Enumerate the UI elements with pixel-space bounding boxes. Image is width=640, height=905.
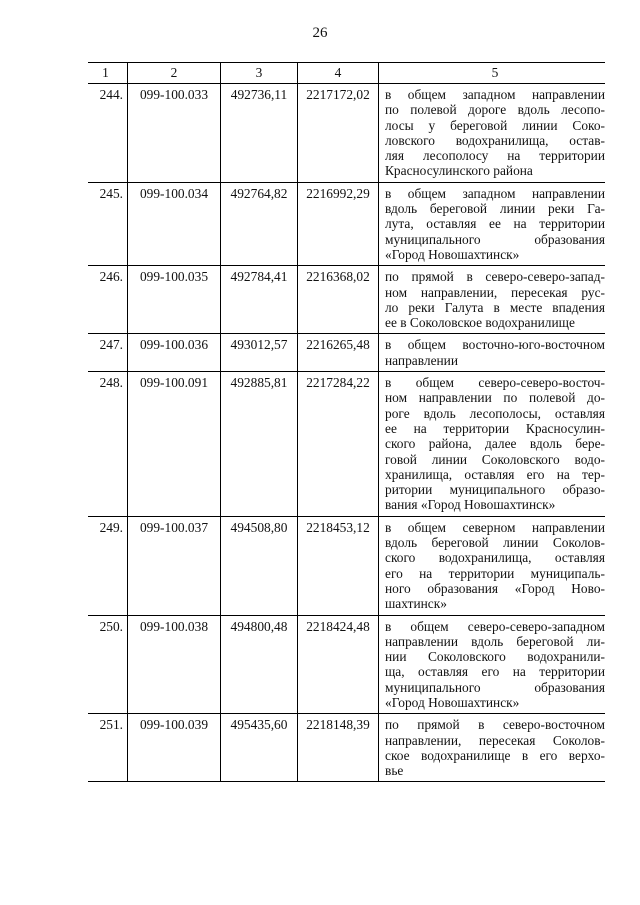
- table-row: [88, 182, 605, 265]
- description-line: в общем западном направлении: [385, 185, 605, 201]
- description-line: ща, оставляя его на территории: [385, 664, 605, 680]
- description-line: ское водохранилище в его верхо-: [385, 747, 605, 763]
- description-line: по прямой в северо-восточном: [385, 717, 605, 733]
- description-line: направлении, пересекая Соколов-: [385, 732, 605, 748]
- description-line: в общем восточно-юго-восточном: [385, 337, 605, 353]
- description-line: направлении вдоль береговой ли-: [385, 633, 605, 649]
- description-line: ловского водохранилища, остав-: [385, 132, 605, 148]
- table-row: [88, 372, 605, 517]
- description-line: говой линии Соколовского водо-: [385, 451, 605, 467]
- description-line: лута, оставляя ее на территории: [385, 216, 605, 232]
- description-line: по полевой дороге вдоль лесопо-: [385, 102, 605, 118]
- table-row: [88, 334, 605, 372]
- description-line: ло реки Галута в месте впадения: [385, 299, 605, 315]
- description-line: вье: [385, 763, 404, 779]
- coord-x: 492885,81: [221, 372, 298, 517]
- description-line: вания «Город Новошахтинск»: [385, 497, 556, 513]
- coord-y: 2216368,02: [298, 266, 379, 334]
- point-code: 099-100.037: [128, 516, 221, 615]
- table-header-row: [88, 63, 605, 84]
- description-line: муниципального образования: [385, 231, 605, 247]
- description-line: его на территории муниципаль-: [385, 565, 605, 581]
- description-line: ном направлении по полевой до-: [385, 390, 605, 406]
- description-line: Красносулинского района: [385, 163, 533, 179]
- coord-x: 493012,57: [221, 334, 298, 372]
- boundary-description: [379, 372, 606, 517]
- description-line: в общем северо-северо-восточ-: [385, 375, 605, 391]
- row-number: 245.: [88, 182, 128, 265]
- description-line: по прямой в северо-северо-запад-: [385, 269, 605, 285]
- row-number: 248.: [88, 372, 128, 517]
- description-line: в общем северном направлении: [385, 519, 605, 535]
- description-line: шахтинск»: [385, 596, 447, 612]
- table-row: [88, 266, 605, 334]
- header-col-1: 1: [88, 63, 128, 84]
- boundary-description: [379, 516, 606, 615]
- point-code: 099-100.033: [128, 84, 221, 183]
- point-code: 099-100.039: [128, 714, 221, 782]
- description-line: ного образования «Город Ново-: [385, 580, 605, 596]
- row-number: 251.: [88, 714, 128, 782]
- header-col-3: 3: [221, 63, 298, 84]
- page-number: 26: [312, 25, 328, 41]
- boundary-description: [379, 266, 606, 334]
- description-line: ритории муниципального образо-: [385, 482, 605, 498]
- coord-x: 494800,48: [221, 615, 298, 714]
- boundary-table: [88, 62, 605, 782]
- table-row: [88, 516, 605, 615]
- boundary-description: [379, 182, 606, 265]
- coord-x: 494508,80: [221, 516, 298, 615]
- coord-y: 2216992,29: [298, 182, 379, 265]
- row-number: 246.: [88, 266, 128, 334]
- header-col-4: 4: [298, 63, 379, 84]
- row-number: 247.: [88, 334, 128, 372]
- description-line: ее на территории Красносулин-: [385, 420, 605, 436]
- point-code: 099-100.034: [128, 182, 221, 265]
- description-line: хранилища, оставляя его на тер-: [385, 466, 605, 482]
- row-number: 244.: [88, 84, 128, 183]
- coord-y: 2217284,22: [298, 372, 379, 517]
- point-code: 099-100.091: [128, 372, 221, 517]
- boundary-description: [379, 615, 606, 714]
- description-line: ном направлении, пересекая рус-: [385, 284, 605, 300]
- coord-y: 2218453,12: [298, 516, 379, 615]
- coord-y: 2218148,39: [298, 714, 379, 782]
- point-code: 099-100.035: [128, 266, 221, 334]
- description-line: ляя лесополосу на территории: [385, 148, 605, 164]
- row-number: 249.: [88, 516, 128, 615]
- description-line: роге вдоль лесополосы, оставляя: [385, 405, 605, 421]
- description-line: лосы у береговой линии Соко-: [385, 117, 605, 133]
- description-line: вдоль береговой линии Соколов-: [385, 535, 605, 551]
- table-row: [88, 84, 605, 183]
- description-line: «Город Новошахтинск»: [385, 246, 520, 262]
- description-line: нии Соколовского водохранили-: [385, 649, 605, 665]
- header-col-2: 2: [128, 63, 221, 84]
- boundary-description: [379, 84, 606, 183]
- point-code: 099-100.038: [128, 615, 221, 714]
- row-number: 250.: [88, 615, 128, 714]
- header-col-5: 5: [379, 63, 606, 84]
- coord-x: 492784,41: [221, 266, 298, 334]
- coord-x: 492764,82: [221, 182, 298, 265]
- table-row: [88, 615, 605, 714]
- description-line: ского района, далее вдоль бере-: [385, 436, 605, 452]
- boundary-description: [379, 334, 606, 372]
- description-line: направлении: [385, 352, 459, 368]
- coord-x: 492736,11: [221, 84, 298, 183]
- description-line: ского водохранилища, оставляя: [385, 550, 605, 566]
- coord-y: 2217172,02: [298, 84, 379, 183]
- description-line: вдоль береговой линии реки Га-: [385, 201, 605, 217]
- description-line: в общем западном направлении: [385, 87, 605, 102]
- description-line: в общем северо-северо-западном: [385, 618, 605, 634]
- description-line: ее в Соколовское водохранилище: [385, 315, 575, 331]
- coord-y: 2216265,48: [298, 334, 379, 372]
- boundary-description: [379, 714, 606, 782]
- point-code: 099-100.036: [128, 334, 221, 372]
- description-line: «Город Новошахтинск»: [385, 694, 520, 710]
- table-row: [88, 714, 605, 782]
- coord-y: 2218424,48: [298, 615, 379, 714]
- description-line: муниципального образования: [385, 679, 605, 695]
- coord-x: 495435,60: [221, 714, 298, 782]
